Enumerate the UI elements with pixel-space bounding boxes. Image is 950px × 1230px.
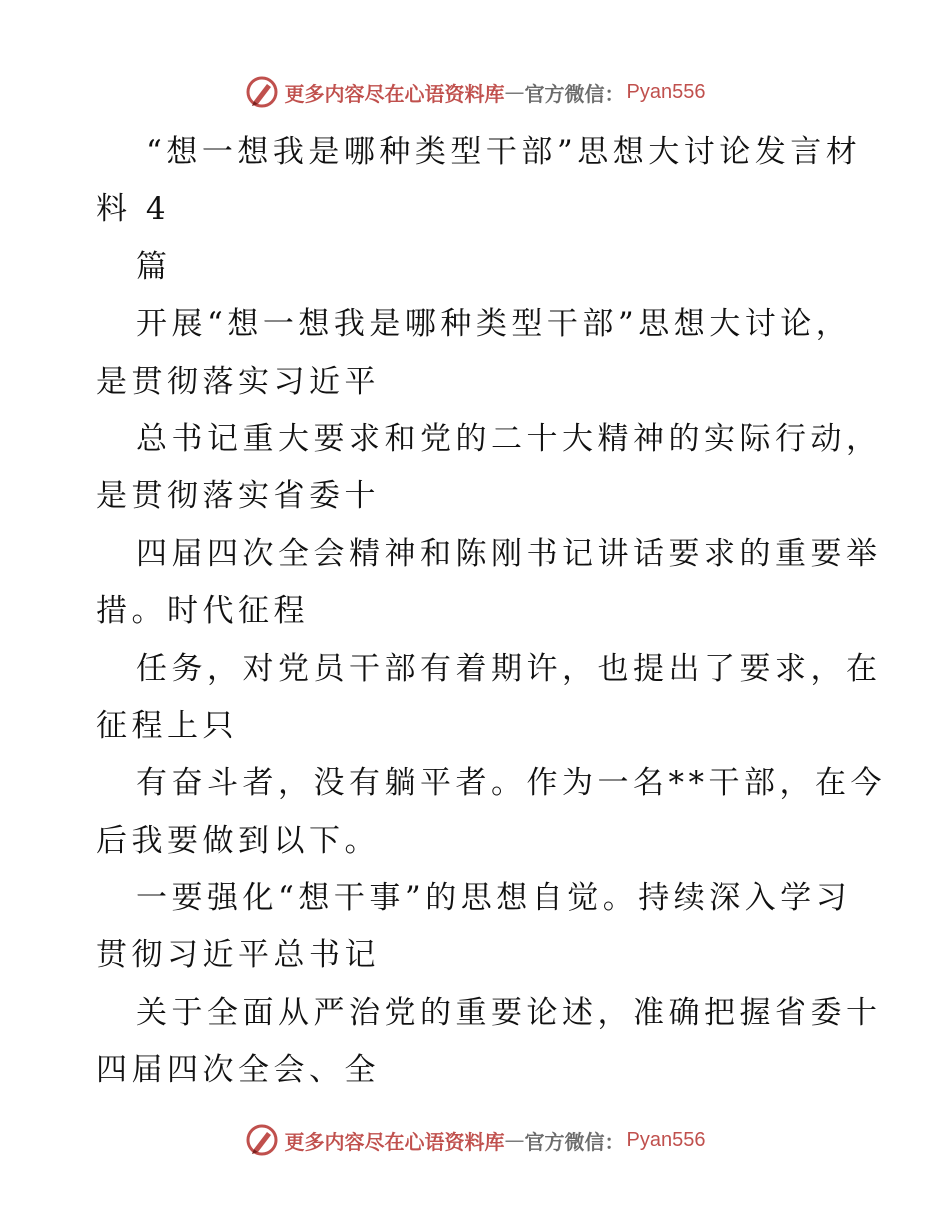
paragraph-line: 是贯彻落实省委十 — [96, 478, 380, 515]
paragraph-line: 是贯彻落实习近平 — [96, 363, 380, 400]
banner-site-text: 更多内容尽在心语资料库 — [284, 81, 505, 106]
document-body — [96, 124, 886, 1100]
pen-logo-icon — [245, 75, 279, 109]
paragraph-line: 任务，对党员干部有着期许，也提出了要求，在 — [136, 650, 882, 687]
footer-banner — [0, 1120, 950, 1160]
header-banner — [0, 72, 950, 112]
banner-site-text: 更多内容尽在心语资料库 — [284, 1129, 505, 1154]
banner-dash: — — [504, 1128, 525, 1152]
title-line-3: 篇 — [136, 248, 172, 285]
paragraph-line: 四届四次全会精神和陈刚书记讲话要求的重要举 — [136, 535, 882, 572]
paragraph-line: 措。时代征程 — [96, 593, 309, 630]
paragraph-line: 后我要做到以下。 — [96, 822, 380, 859]
banner-wechat-label: 官方微信： — [524, 1129, 625, 1154]
banner-wechat-label: 官方微信： — [524, 81, 625, 106]
paragraph-line: 有奋斗者，没有躺平者。作为一名**干部，在今 — [136, 765, 886, 802]
paragraph-line: 开展“想一想我是哪种类型干部”思想大讨论， — [136, 306, 852, 343]
banner-dash: — — [504, 80, 525, 104]
pen-logo-icon — [245, 1123, 279, 1157]
paragraph-line: 一要强化“想干事”的思想自觉。持续深入学习 — [136, 880, 852, 917]
title-line-1: “想一想我是哪种类型干部”思想大讨论发言材 — [146, 134, 862, 170]
paragraph-line: 征程上只 — [96, 707, 238, 744]
paragraph-line: 贯彻习近平总书记 — [96, 937, 380, 974]
paragraph-line: 四届四次全会、全 — [96, 1052, 380, 1089]
banner-wechat-id: Pyan556 — [626, 1128, 706, 1151]
paragraph-line: 总书记重大要求和党的二十大精神的实际行动， — [136, 420, 882, 457]
paragraph-line: 关于全面从严治党的重要论述，准确把握省委十 — [136, 994, 882, 1031]
title-line-2: 料 4 — [96, 191, 171, 228]
banner-wechat-id: Pyan556 — [626, 80, 706, 103]
